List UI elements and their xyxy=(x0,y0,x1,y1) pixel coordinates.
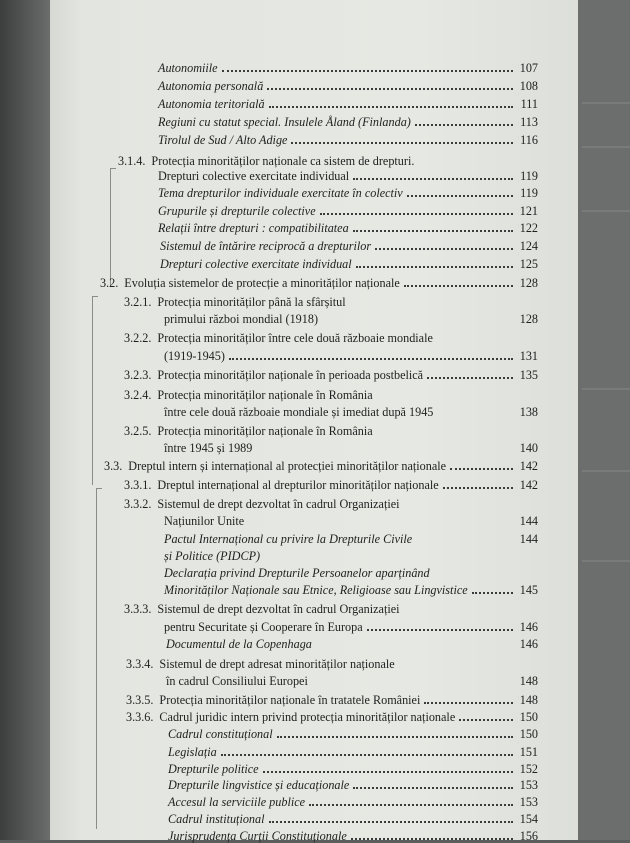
toc-entry-title: Autonomiile xyxy=(158,61,218,75)
toc-entry xyxy=(118,153,538,168)
toc-entry-title: Dreptul internațional al drepturilor minorităților naționale xyxy=(157,478,439,493)
toc-entry-title: Tema drepturilor individuale exercitate în colectiv xyxy=(158,186,403,201)
toc-entry-title: Sistemul de drept adresat minorităților naționale xyxy=(159,656,395,671)
toc-entry-page: 128 xyxy=(519,275,538,290)
toc-entry-page: 144 xyxy=(519,514,538,529)
toc-entry-title: Protecția minorităților naționale în tratatele României xyxy=(159,693,421,708)
toc-entry xyxy=(164,404,538,419)
toc-entry xyxy=(168,761,538,776)
toc-entry-number: 3.2.5. xyxy=(124,423,152,438)
toc-entry-page: 111 xyxy=(520,97,538,112)
toc-entry-number: 3.1.4. xyxy=(118,153,146,168)
dot-leader xyxy=(353,786,513,789)
toc-entry-page: 153 xyxy=(519,795,538,809)
toc-entry xyxy=(164,619,538,634)
toc-entry xyxy=(164,513,538,528)
toc-entry-title: Autonomia personală xyxy=(158,79,264,94)
toc-entry-page: 142 xyxy=(519,459,538,474)
dot-leader xyxy=(404,612,513,613)
toc-entry-page: 146 xyxy=(519,619,538,634)
toc-entry-title: între 1945 și 1989 xyxy=(164,440,253,455)
toc-entry-title: Grupurile și drepturile colective xyxy=(158,204,316,219)
toc-entry xyxy=(158,168,538,183)
dot-leader xyxy=(320,212,513,215)
toc-entry xyxy=(160,256,538,271)
toc-entry-title: Pactul Internațional cu privire la Drepturile Civile xyxy=(164,531,413,546)
toc-entry-page: 135 xyxy=(519,368,538,383)
dot-leader xyxy=(399,667,513,668)
dot-leader xyxy=(375,247,513,250)
toc-entry-page: 140 xyxy=(519,440,538,455)
dot-leader xyxy=(248,524,513,525)
toc-entry-page: 113 xyxy=(520,115,538,130)
toc-entry-page: 146 xyxy=(519,636,538,651)
dot-leader xyxy=(424,701,513,704)
toc-entry-page: 121 xyxy=(519,204,538,219)
toc-entry-page: 122 xyxy=(519,221,538,236)
toc-entry xyxy=(164,311,538,326)
toc-entry xyxy=(168,794,538,809)
toc-entry-title: Cadrul constituțional xyxy=(168,727,273,742)
dot-leader xyxy=(434,576,513,577)
bleed-through-mark xyxy=(582,102,630,104)
toc-entry xyxy=(168,726,538,741)
dot-leader xyxy=(353,177,513,180)
toc-entry-page: 128 xyxy=(519,312,538,327)
dot-leader xyxy=(221,753,513,756)
dot-leader xyxy=(277,735,513,738)
toc-entry xyxy=(158,220,538,235)
dot-leader xyxy=(322,322,513,323)
toc-entry xyxy=(158,78,538,93)
toc-entry-number: 3.2.3. xyxy=(124,368,152,383)
toc-entry-page: 156 xyxy=(519,829,538,843)
toc-entry-title: Națiunilor Unite xyxy=(164,514,245,529)
book-edge-right xyxy=(578,0,630,840)
toc-entry-title: Tirolul de Sud / Alto Adige xyxy=(158,132,288,147)
toc-entry xyxy=(104,458,538,473)
toc-entry-page: 148 xyxy=(519,673,538,688)
toc-entry xyxy=(124,367,538,382)
toc-entry-page: 119 xyxy=(520,168,538,183)
toc-entry xyxy=(164,440,538,455)
toc-entry-title: Protecția minorităților naționale în perioada postbelică xyxy=(157,368,424,383)
dot-leader xyxy=(415,123,513,126)
toc-entry-title: Legislația xyxy=(168,744,217,759)
dot-leader xyxy=(309,803,513,806)
toc-entry-title: Regiuni cu statut special. Insulele Åland (Finlanda) xyxy=(158,115,411,130)
toc-entry-page: 150 xyxy=(519,727,538,742)
toc-entry xyxy=(124,423,538,438)
toc-entry xyxy=(158,203,538,218)
toc-entry-title: Sistemul de drept dezvoltat în cadrul Organizației xyxy=(157,602,400,617)
dot-leader xyxy=(264,559,513,560)
toc-entry-title: Jurisprudența Curții Constituționale xyxy=(168,829,347,843)
toc-entry-page: 108 xyxy=(519,79,538,94)
toc-entry xyxy=(124,330,538,345)
toc-entry-title: Evoluția sistemelor de protecție a minorităților naționale xyxy=(124,275,400,290)
toc-entry xyxy=(124,477,538,492)
dot-leader xyxy=(404,507,513,508)
toc-entry-title: Drepturile politice xyxy=(168,761,259,776)
toc-entry-title: Cadrul instituțional xyxy=(168,812,265,826)
toc-entry xyxy=(158,60,538,75)
toc-entry-title: Declarația privind Drepturile Persoanelor aparținând xyxy=(164,566,430,581)
toc-entry-number: 3.2.1. xyxy=(124,294,152,309)
toc-entry xyxy=(168,828,538,843)
toc-entry-page: 142 xyxy=(519,478,538,493)
toc-entry-title: primului război mondial (1918) xyxy=(164,312,319,327)
dot-leader xyxy=(356,265,513,268)
toc-entry xyxy=(168,811,538,826)
dot-leader xyxy=(472,591,513,594)
toc-entry-page: 107 xyxy=(519,61,538,75)
toc-entry xyxy=(124,601,538,616)
toc-entry-page: 124 xyxy=(519,238,538,253)
toc-entry-number: 3.2.4. xyxy=(124,387,152,402)
toc-entry-number: 3.3.6. xyxy=(126,710,154,725)
book-edge-left xyxy=(0,0,50,840)
toc-entry-page: 154 xyxy=(519,812,538,826)
toc-entry-title: Documentul de la Copenhaga xyxy=(166,636,312,651)
toc-entry-number: 3.3. xyxy=(104,459,123,474)
toc-entry-title: Protecția minorităților între cele două războaie mondiale xyxy=(157,331,433,346)
toc-entry-page: 145 xyxy=(519,583,538,598)
dot-leader xyxy=(416,542,513,543)
toc-entry xyxy=(126,709,538,724)
toc-entry-title: pentru Securitate și Cooperare în Europa xyxy=(164,619,363,634)
bleed-through-mark xyxy=(582,146,630,148)
toc-entry-title: Drepturile lingvistice și educaționale xyxy=(168,778,350,792)
toc-entry-title: între cele două războaie mondiale și imediat după 1945 xyxy=(164,404,434,419)
toc-entry xyxy=(164,531,538,546)
toc-entry xyxy=(168,777,538,792)
toc-entry xyxy=(164,582,538,597)
toc-entry-number: 3.3.3. xyxy=(124,602,152,617)
toc-entry xyxy=(124,387,538,402)
toc-entry-number: 3.3.2. xyxy=(124,497,152,512)
toc-entry-number: 3.3.5. xyxy=(126,693,154,708)
toc-entry-title: Accesul la serviciile publice xyxy=(168,795,306,809)
dot-leader xyxy=(450,467,513,470)
toc-entry xyxy=(164,348,538,363)
toc-entry xyxy=(158,96,538,111)
toc-entry-page: 144 xyxy=(519,531,538,546)
dot-leader xyxy=(316,647,513,648)
dot-leader xyxy=(267,87,513,90)
toc-entry xyxy=(166,673,538,688)
dot-leader xyxy=(256,451,513,452)
toc-entry-title: Relații între drepturi : compatibilitatea xyxy=(158,221,349,236)
toc-entry-number: 3.3.4. xyxy=(126,656,154,671)
dot-leader xyxy=(263,770,513,773)
toc-entry-title: Protecția minorităților naționale în România xyxy=(157,423,373,438)
bleed-through-mark xyxy=(582,470,630,472)
toc-entry-page: 116 xyxy=(520,132,538,147)
dot-leader xyxy=(443,486,513,489)
dot-leader xyxy=(353,229,513,232)
bleed-through-mark xyxy=(582,210,630,212)
toc-entry-page: 119 xyxy=(520,186,538,201)
toc-entry xyxy=(158,114,538,129)
toc-entry-page: 152 xyxy=(519,761,538,776)
dot-leader xyxy=(437,415,513,416)
toc-entry-title: în cadrul Consiliului Europei xyxy=(166,673,308,688)
toc-entry-title: Autonomia teritorială xyxy=(158,97,265,112)
toc-entry xyxy=(164,548,538,563)
dot-leader xyxy=(312,684,513,685)
toc-entry xyxy=(158,132,538,147)
toc-entry-page: 151 xyxy=(519,744,538,759)
dot-leader xyxy=(377,434,513,435)
dot-leader xyxy=(407,194,513,197)
toc-entry xyxy=(126,692,538,707)
dot-leader xyxy=(269,820,513,823)
toc-entry-title: Drepturi colective exercitate individual xyxy=(160,256,352,271)
toc-entry-page: 153 xyxy=(519,778,538,792)
toc-entry-number: 3.3.1. xyxy=(124,478,152,493)
toc-entry-page: 150 xyxy=(519,710,538,725)
dot-leader xyxy=(437,341,513,342)
toc-entry-number: 3.2. xyxy=(100,275,119,290)
toc-entry xyxy=(158,185,538,200)
toc-entry xyxy=(168,744,538,759)
toc-entry-title: și Politice (PIDCP) xyxy=(164,548,261,563)
toc-entry xyxy=(124,496,538,511)
toc-entry-title: Protecția minorităților naționale ca sistem de drepturi. xyxy=(151,153,415,168)
dot-leader xyxy=(459,718,513,721)
toc-entry-title: Sistemul de drept dezvoltat în cadrul Organizației xyxy=(157,497,400,512)
toc-entry xyxy=(126,656,538,671)
dot-leader xyxy=(222,69,513,72)
toc-entry-page: 125 xyxy=(519,256,538,271)
bleed-through-mark xyxy=(582,560,630,562)
dot-leader xyxy=(427,376,513,379)
section-bracket xyxy=(110,168,116,287)
toc-entry xyxy=(124,294,538,309)
section-bracket xyxy=(92,296,98,485)
section-bracket xyxy=(96,488,102,829)
bleed-through-mark xyxy=(582,388,630,390)
dot-leader xyxy=(404,284,513,287)
toc-entry-title: Cadrul juridic intern privind protecția minorităților naționale xyxy=(159,710,456,725)
toc-entry-title: Drepturi colective exercitate individual xyxy=(158,168,350,183)
toc-entry-title: (1919-1945) xyxy=(164,349,225,364)
dot-leader xyxy=(229,357,513,360)
dot-leader xyxy=(269,105,513,108)
toc-entry-title: Protecția minorităților până la sfârșitul xyxy=(157,294,346,309)
dot-leader xyxy=(291,141,513,144)
toc-entry xyxy=(166,636,538,651)
toc-entry-title: Minorităților Naționale sau Etnice, Religioase sau Lingvistice xyxy=(164,583,468,598)
toc-entry xyxy=(164,565,538,580)
toc-entry-page: 131 xyxy=(519,349,538,364)
toc-entry-title: Protecția minorităților naționale în România xyxy=(157,387,373,402)
toc-entry xyxy=(160,238,538,253)
toc-entry-number: 3.2.2. xyxy=(124,331,152,346)
toc-entry-page: 148 xyxy=(519,693,538,708)
dot-leader xyxy=(350,305,513,306)
toc-entry xyxy=(100,275,538,290)
toc-entry-title: Dreptul intern și internațional al protecției minorităților naționale xyxy=(128,459,447,474)
dot-leader xyxy=(377,398,513,399)
toc-entry-title: Sistemul de întărire reciprocă a drepturilor xyxy=(160,238,372,253)
dot-leader xyxy=(418,164,513,165)
toc-entry-page: 138 xyxy=(519,404,538,419)
dot-leader xyxy=(367,628,513,631)
